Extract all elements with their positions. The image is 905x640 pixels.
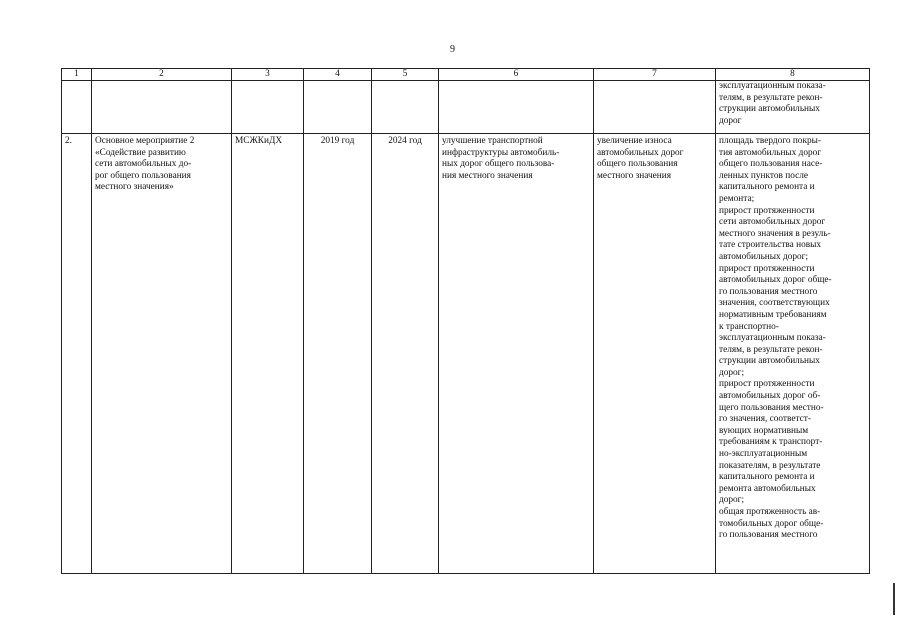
expected-result-cell: улучшение транспортной инфраструктуры автомобиль- ных дорог общего пользова- ния местного значения: [439, 134, 594, 574]
header-cell-1: 1: [62, 69, 92, 81]
cont-cell-3: [232, 81, 304, 134]
table-header-row: [62, 69, 870, 81]
header-cell-8: 8: [716, 69, 870, 81]
cont-cell-5: [372, 81, 439, 134]
continuation-row: [62, 81, 870, 134]
header-cell-6: 6: [439, 69, 594, 81]
row-number-cell: 2.: [62, 134, 92, 574]
table-row-main-activity-2: [62, 134, 870, 574]
consequences-cell: увеличение износа автомобильных дорог общего пользования местного значения: [594, 134, 716, 574]
program-table: [61, 68, 870, 574]
indicators-cell: площадь твердого покры- тия автомобильных дорог общего пользования насе- ленных пунктов после капитального ремонта и ремонта; прирост протяженности сети автомобильных дорог местного значения в резуль- тате строительства новых автомобильных дорог; прирост протяженности автомобильных дорог обще- го пользования местного значения, соответствующих нормативным требованиям к транспортно- эксплуатационным показа- телям, в результате рекон- струкции автомобильных дорог; прирост протяженности автомобильных дорог об- щего пользования местно- го значения, соответст- вующих нормативным требованиям к транспорт- но-эксплуатационным показателям, в результате капитального ремонта и ремонта автомобильных дорог; общая протяженность ав- томобильных дорог обще- го пользования местного: [716, 134, 870, 574]
header-cell-7: 7: [594, 69, 716, 81]
scan-edge-mark: [893, 583, 895, 615]
cont-cell-1: [62, 81, 92, 134]
cont-cell-2: [92, 81, 232, 134]
cont-cell-7: [594, 81, 716, 134]
cont-cell-6: [439, 81, 594, 134]
header-cell-4: 4: [304, 69, 372, 81]
start-year-cell: 2019 год: [304, 134, 372, 574]
cont-indicators-cell: эксплуатационным показа- телям, в результате рекон- струкции автомобильных дорог: [716, 81, 870, 134]
header-cell-3: 3: [232, 69, 304, 81]
header-cell-2: 2: [92, 69, 232, 81]
header-cell-5: 5: [372, 69, 439, 81]
cont-cell-4: [304, 81, 372, 134]
activity-name-cell: Основное мероприятие 2 «Содействие развитию сети автомобильных до- рог общего пользования местного значения»: [92, 134, 232, 574]
end-year-cell: 2024 год: [372, 134, 439, 574]
page-number: 9: [450, 44, 455, 55]
executor-cell: МСЖКиДХ: [232, 134, 304, 574]
